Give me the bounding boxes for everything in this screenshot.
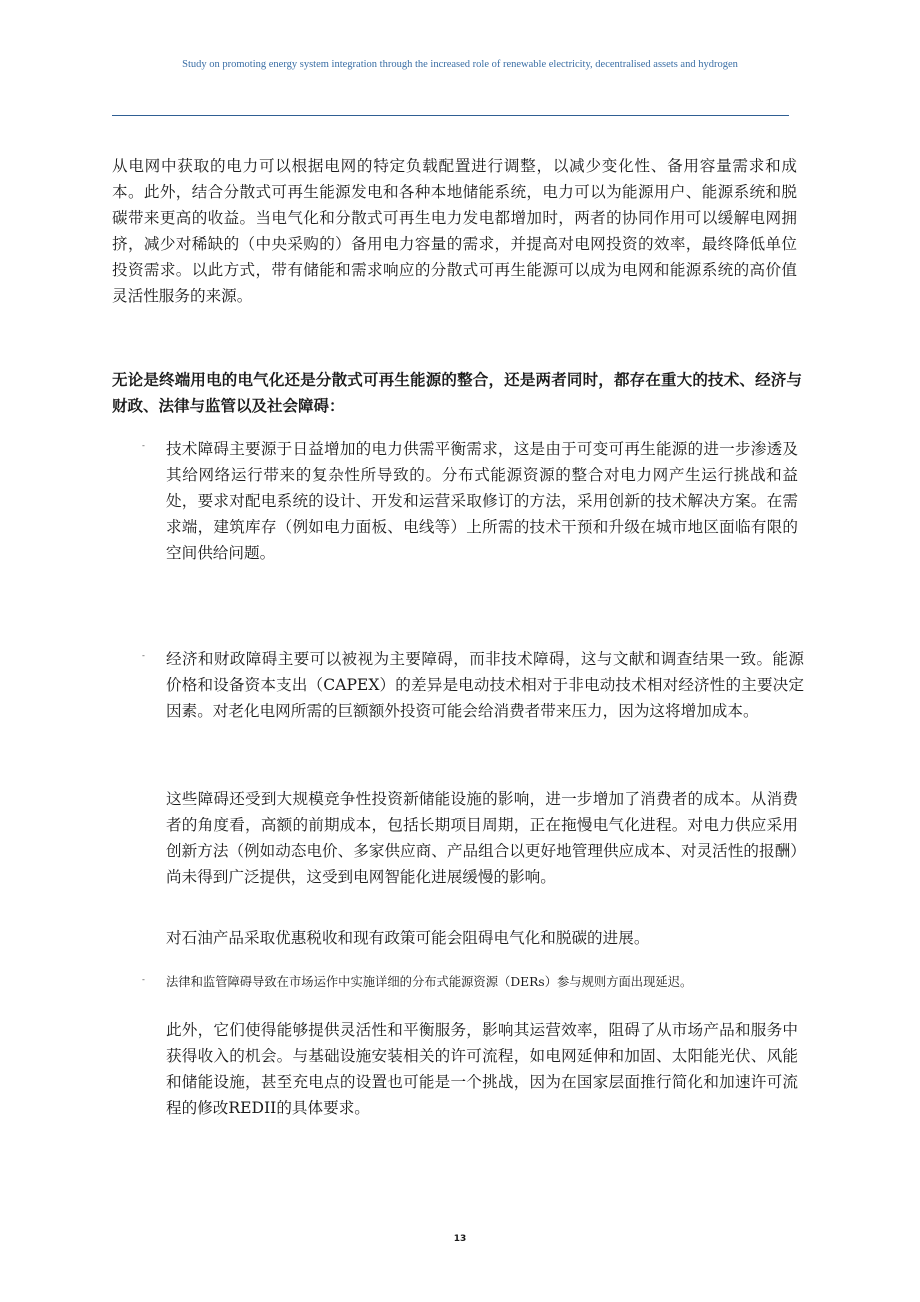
bullet-marker-2: - [142,651,145,660]
running-header: Study on promoting energy system integration through the increased role of renewable electricity, decentralised assets and hydrogen [182,59,738,70]
page-number: 13 [453,1234,467,1244]
economic-barriers-continued: 这些障碍还受到大规模竞争性投资新储能设施的影响，进一步增加了消费者的成本。从消费者的角度看，高额的前期成本，包括长期项目周期，正在拖慢电气化进程。对电力供应采用创新方法（例如动态电价、多家供应商、产品组合以更好地管理供应成本、对灵活性的报酬）尚未得到广泛提供，这受到电网智能化进展缓慢的影响。 [166,790,798,886]
bullet-economic-barriers: 经济和财政障碍主要可以被视为主要障碍，而非技术障碍，这与文献和调查结果一致。能源价格和设备资本支出（CAPEX）的差异是电动技术相对于非电动技术相对经济性的主要决定因素。对老化电网所需的巨额额外投资可能会给消费者带来压力，因为这将增加成本。 [166,650,804,720]
bullet-legal-barriers: 法律和监管障碍导致在市场运作中实施详细的分布式能源资源（DERs）参与规则方面出现延迟。 [166,975,693,989]
legal-barriers-continued: 此外，它们使得能够提供灵活性和平衡服务，影响其运营效率，阻碍了从市场产品和服务中获得收入的机会。与基础设施安装相关的许可流程，如电网延伸和加固、太阳能光伏、风能和储能设施，甚至充电点的设置也可能是一个挑战，因为在国家层面推行简化和加速许可流程的修改REDII的具体要求。 [166,1021,798,1117]
intro-paragraph: 从电网中获取的电力可以根据电网的特定负载配置进行调整，以减少变化性、备用容量需求和成本。此外，结合分散式可再生能源发电和各种本地储能系统，电力可以为能源用户、能源系统和脱碳带来更高的收益。当电气化和分散式可再生电力发电都增加时，两者的协同作用可以缓解电网拥挤，减少对稀缺的（中央采购的）备用电力容量的需求，并提高对电网投资的效率，最终降低单位投资需求。以此方式，带有储能和需求响应的分散式可再生能源可以成为电网和能源系统的高价值灵活性服务的来源。 [112,157,797,305]
economic-barriers-tax-note: 对石油产品采取优惠税收和现有政策可能会阻碍电气化和脱碳的进展。 [166,929,650,947]
bullet-marker-1: - [142,441,145,450]
section-heading: 无论是终端用电的电气化还是分散式可再生能源的整合，还是两者同时，都存在重大的技术、经济与财政、法律与监管以及社会障碍： [112,371,802,415]
bullet-technical-barriers: 技术障碍主要源于日益增加的电力供需平衡需求，这是由于可变可再生能源的进一步渗透及其给网络运行带来的复杂性所导致的。分布式能源资源的整合对电力网产生运行挑战和益处，要求对配电系统的设计、开发和运营采取修订的方法，采用创新的技术解决方案。在需求端，建筑库存（例如电力面板、电线等）上所需的技术干预和升级在城市地区面临有限的空间供给问题。 [166,440,798,562]
header-divider [112,115,789,116]
bullet-marker-3: - [142,975,145,984]
